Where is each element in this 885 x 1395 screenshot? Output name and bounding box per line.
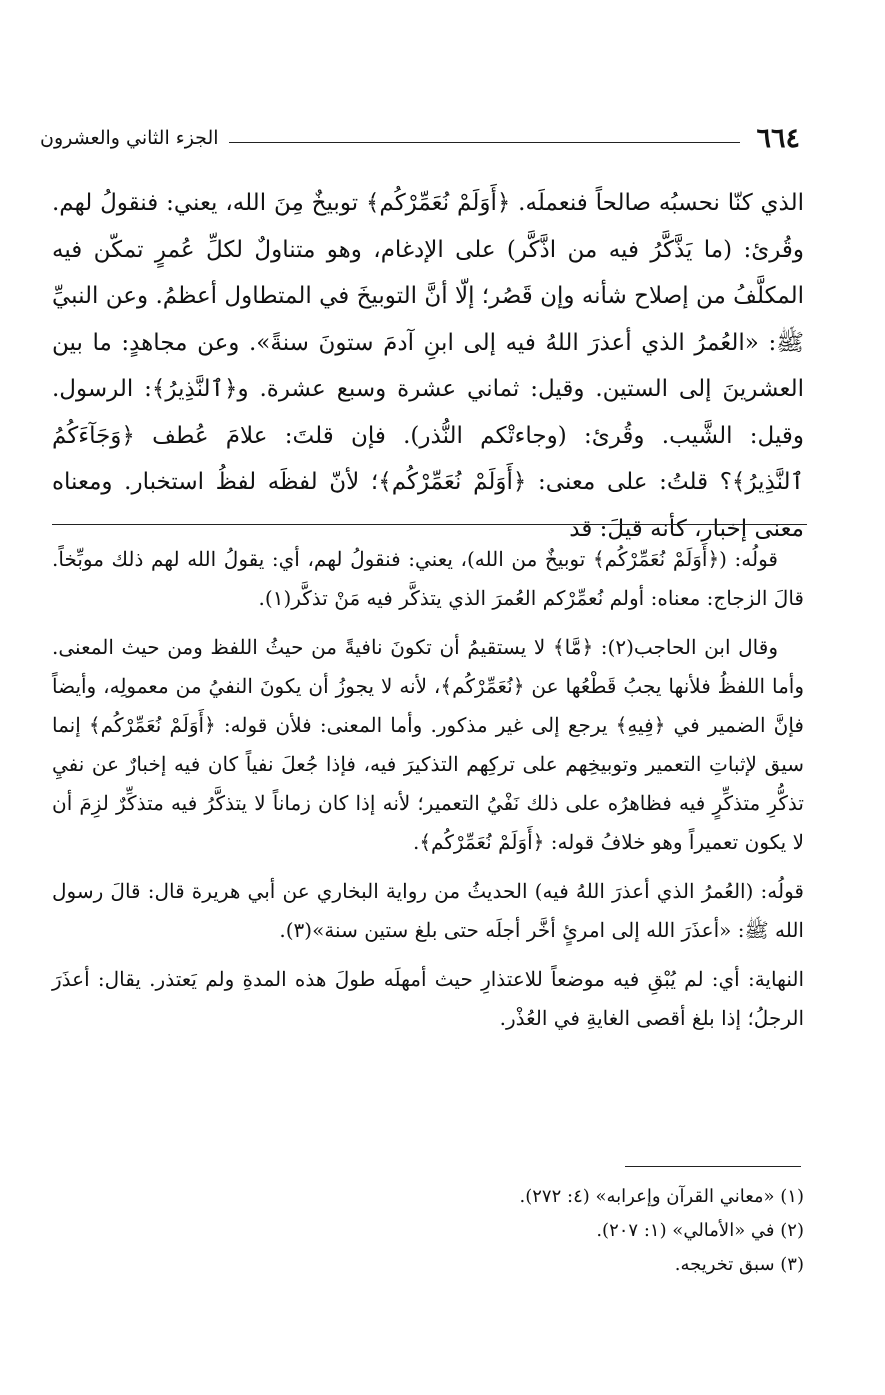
page-number: ٦٦٤ — [756, 122, 800, 154]
footnote: (٢) في «الأمالي» (١: ٢٠٧). — [596, 1220, 804, 1241]
main-paragraph: الذي كنّا نحسبُه صالحاً فنعملَه. ﴿أَوَلَمْ نُعَمِّرْكُم﴾ توبيخٌ مِنَ الله، يعني: فنقولُ لهم. وقُرئ: (ما يَذَّكَّرُ فيه من اذَّكَّر) على الإدغام، وهو متناولٌ لكلِّ عُمرٍ تمكّن فيه المكلَّفُ من إصلاح شأنه وإن قَصُر؛ إلّا أنَّ التوبيخَ في المتطاول أعظمُ. وعن النبيِّ ﷺ: «العُمرُ الذي أعذرَ اللهُ فيه إلى ابنِ آدمَ ستونَ سنةً». وعن مجاهدٍ: ما بين العشرينَ إلى الستين. وقيل: ثماني عشرة وسبع عشرة. و﴿ٱلنَّذِيرُ﴾: الرسول. وقيل: الشَّيب. وقُرئ: (وجاءتْكم النُّذر). فإن قلتَ: علامَ عُطف ﴿وَجَآءَكُمُ ٱلنَّذِيرُ﴾؟ قلتُ: على معنى: ﴿أَوَلَمْ نُعَمِّرْكُم﴾؛ لأنّ لفظَه لفظُ استخبار. ومعناه معنى إخبار، كأنه قيلَ: قد — [52, 190, 804, 542]
page-header — [40, 118, 800, 158]
commentary — [52, 540, 804, 1048]
footnotes — [52, 1180, 804, 1282]
commentary-paragraph: قولُه: (العُمرُ الذي أعذرَ اللهُ فيه) الحديثُ من رواية البخاري عن أبي هريرة قال: قالَ رسول الله ﷺ: «أعذَرَ الله إلى امرئٍ أخَّر أجلَه حتى بلغ ستين سنة»(٣). — [52, 879, 804, 942]
footnote-rule — [625, 1166, 801, 1167]
header-rule — [229, 142, 741, 143]
section-divider — [52, 524, 807, 525]
commentary-paragraph: النهاية: أي: لم يُبْقِ فيه موضعاً للاعتذارِ حيث أمهلَه طولَ هذه المدةِ ولم يَعتذر. يقال: أعذَرَ الرجلُ؛ إذا بلغ أقصى الغايةِ في العُذْر. — [52, 967, 804, 1030]
main-text — [52, 180, 804, 552]
running-title: الجزء الثاني والعشرون — [40, 127, 219, 149]
commentary-paragraph: وقال ابن الحاجب(٢): ﴿مَّا﴾ لا يستقيمُ أن تكونَ نافيةً من حيثُ اللفظ ومن حيث المعنى. وأما اللفظُ فلأنها يجبُ قَطْعُها عن ﴿نُعَمِّرْكُم﴾، لأنه لا يجوزُ أن يكونَ النفيُ من معمولِه، وأيضاً فإنَّ الضمير في ﴿فِيهِ﴾ يرجع إلى غير مذكور. وأما المعنى: فلأن قوله: ﴿أَوَلَمْ نُعَمِّرْكُم﴾ إنما سيق لإثباتِ التعمير وتوبيخِهم على تركِهم التذكيرَ فيه، فإذا جُعلَ نفياً كان فيه إخبارٌ عن نفيِ تذكُّرِ متذكِّرٍ فيه فظاهرُه على ذلك نَفْيُ التعمير؛ لأنه إذا كان زماناً لا يتذكَّرُ فيه متذكِّرٌ لزِمَ أن لا يكون تعميراً وهو خلافُ قوله: ﴿أَوَلَمْ نُعَمِّرْكُم﴾. — [52, 635, 804, 854]
footnote: (١) «معاني القرآن وإعرابه» (٤: ٢٧٢). — [519, 1186, 804, 1207]
footnote: (٣) سبق تخريجه. — [674, 1254, 804, 1275]
commentary-paragraph: قولُه: (﴿أَوَلَمْ نُعَمِّرْكُم﴾ توبيخٌ من الله)، يعني: فنقولُ لهم، أي: يقولُ الله لهم ذلك موبِّخاً. قالَ الزجاج: معناه: أولم نُعمِّرْكم العُمرَ الذي يتذكَّر فيه مَنْ تذكَّر(١). — [52, 547, 804, 610]
